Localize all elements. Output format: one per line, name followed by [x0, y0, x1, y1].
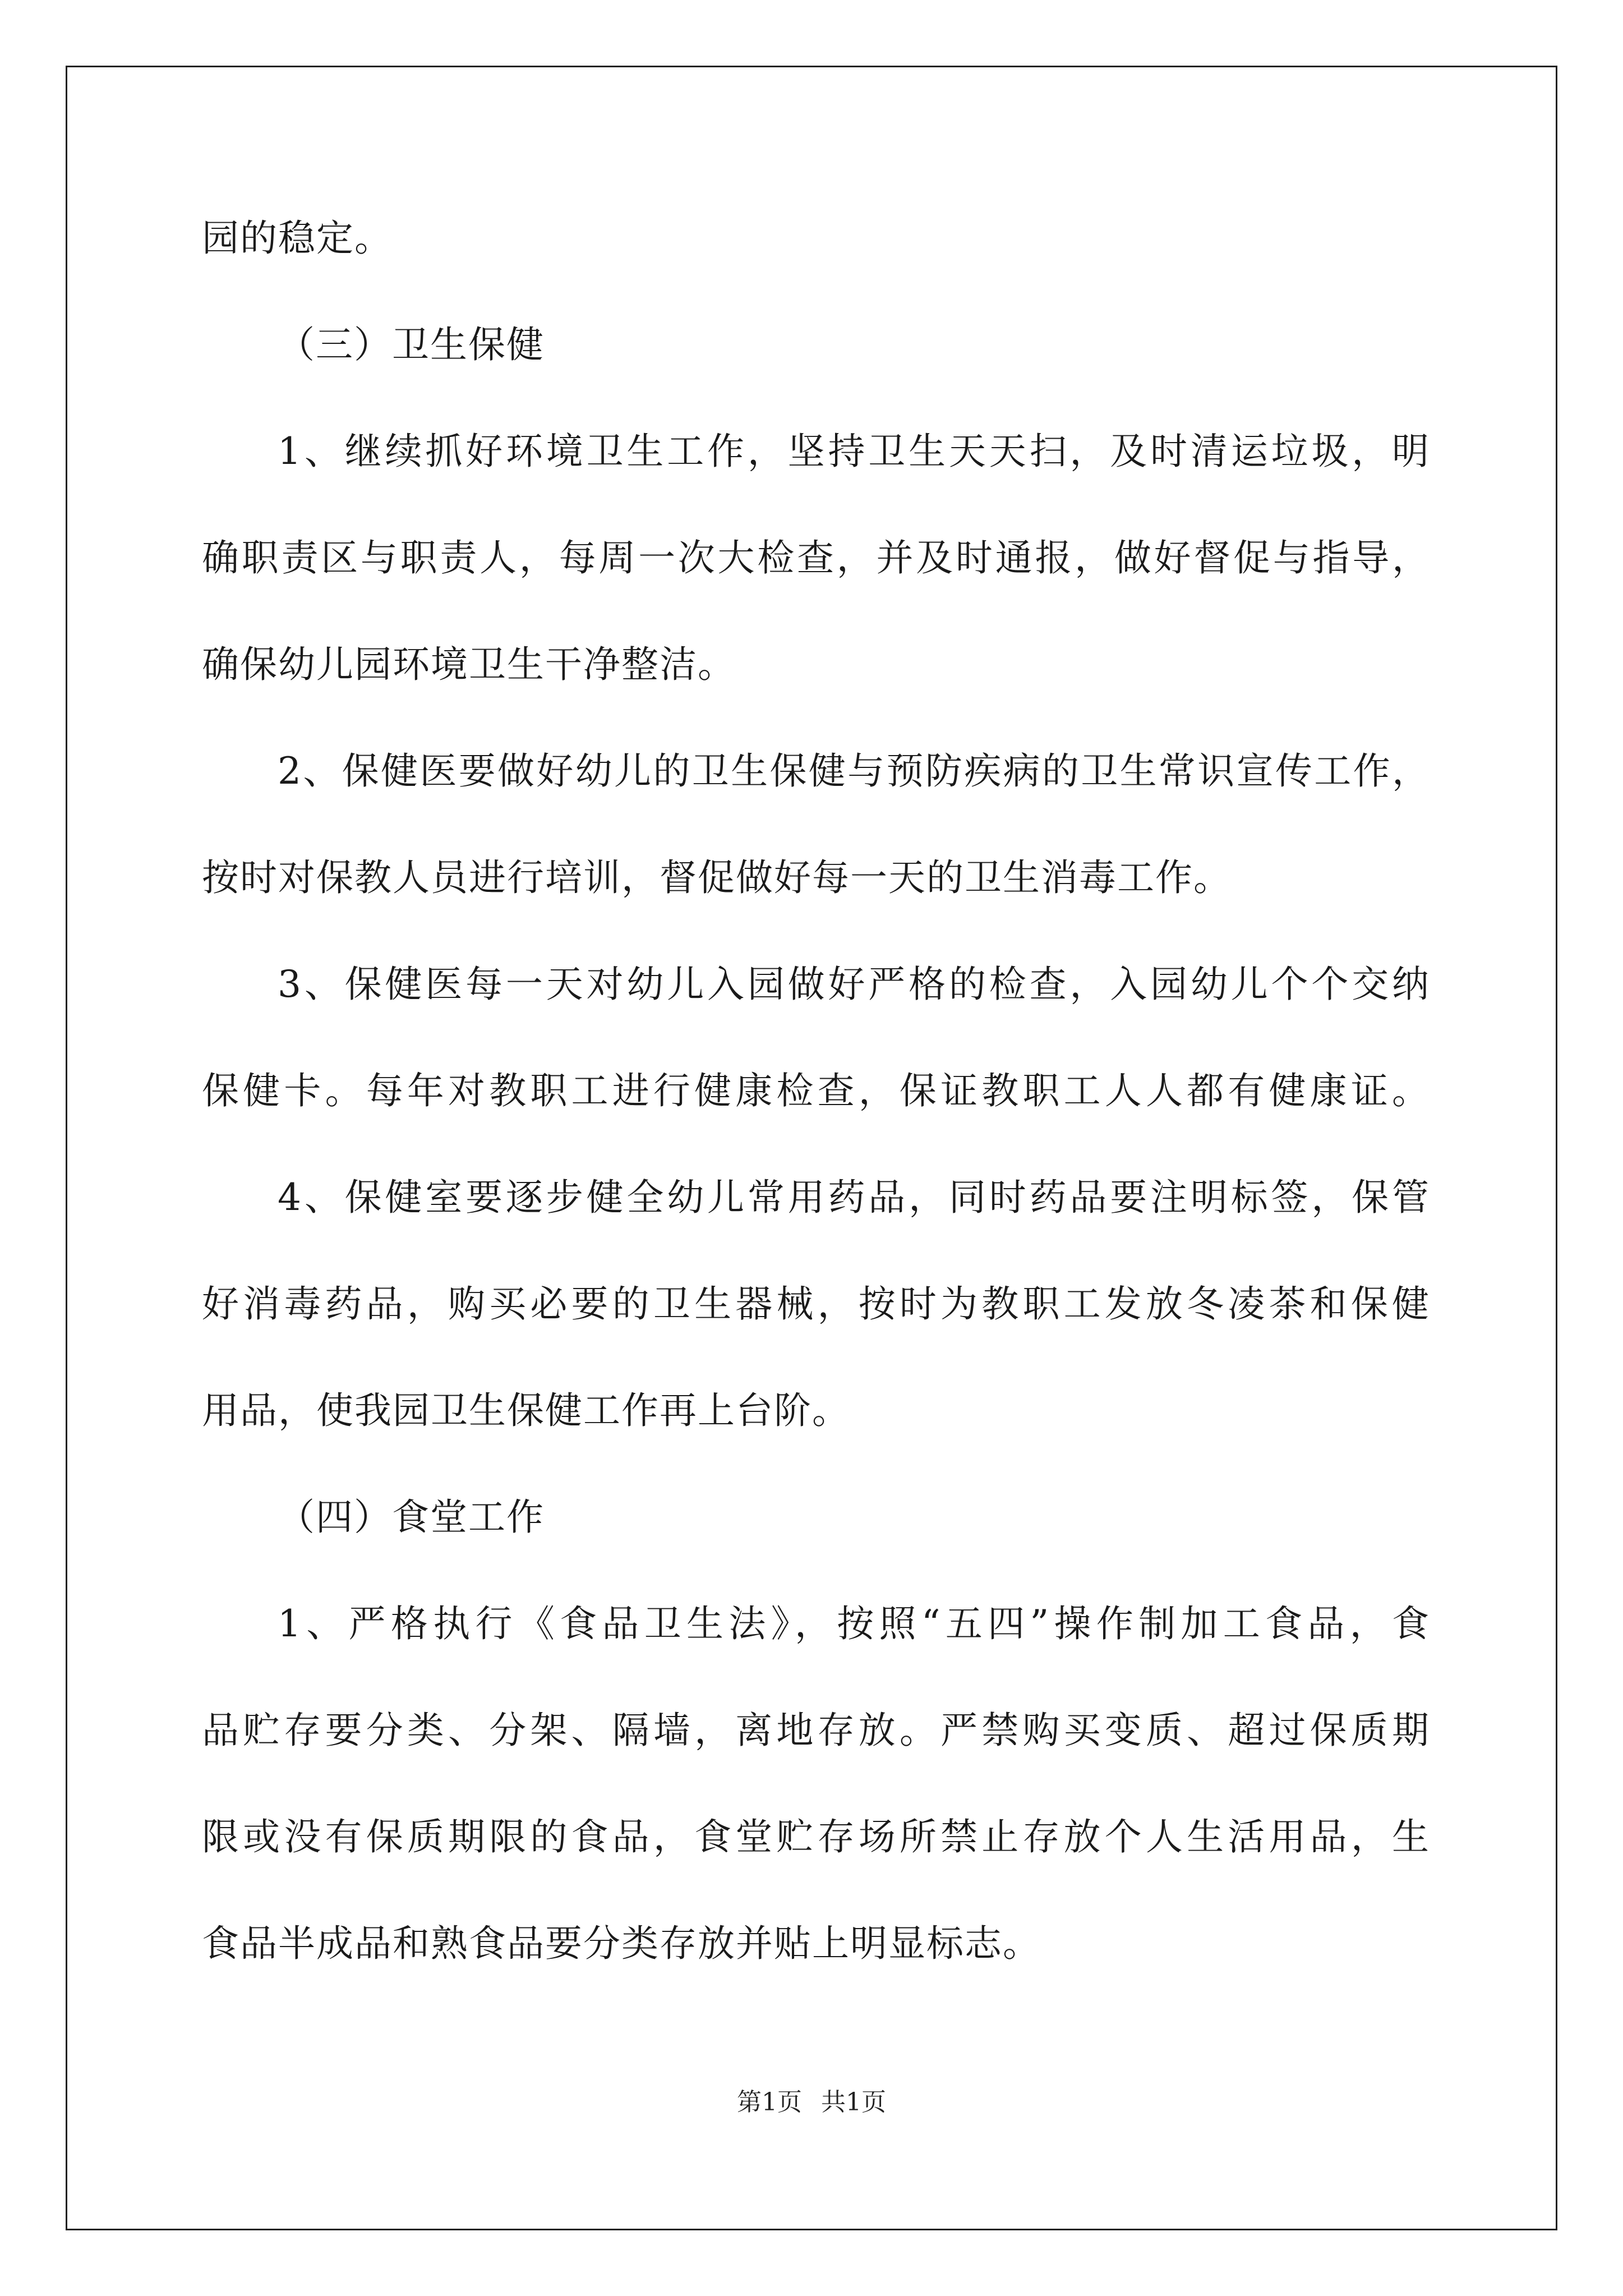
- page-border: [66, 66, 1557, 2230]
- paragraph-line: 园的稳定。: [202, 217, 393, 260]
- paragraph-line: 4、保健室要逐步健全幼儿常用药品，同时药品要注明标签，保管: [278, 1176, 1430, 1219]
- paragraph-line: 3、保健医每一天对幼儿入园做好严格的检查，入园幼儿个个交纳: [278, 963, 1430, 1006]
- paragraph-line: 确保幼儿园环境卫生干净整洁。: [202, 643, 736, 686]
- page-total: 共1页: [821, 2088, 886, 2116]
- paragraph-line: 限或没有保质期限的食品，食堂贮存场所禁止存放个人生活用品，生: [202, 1815, 1430, 1858]
- page-footer: [0, 2086, 1623, 2119]
- paragraph-line: 保健卡。每年对教职工进行健康检查，保证教职工人人都有健康证。: [202, 1069, 1430, 1112]
- paragraph-line: 1、继续抓好环境卫生工作，坚持卫生天天扫，及时清运垃圾，明: [278, 430, 1430, 473]
- paragraph-line: 按时对保教人员进行培训，督促做好每一天的卫生消毒工作。: [202, 856, 1232, 899]
- paragraph-line: 食品半成品和熟食品要分类存放并贴上明显标志。: [202, 1922, 1041, 1965]
- section-heading-canteen: （四）食堂工作: [278, 1496, 545, 1539]
- paragraph-line: 1、严格执行《食品卫生法》，按照“五四”操作制加工食品，食: [278, 1602, 1430, 1645]
- paragraph-line: 用品，使我园卫生保健工作再上台阶。: [202, 1389, 850, 1432]
- paragraph-line: 品贮存要分类、分架、隔墙，离地存放。严禁购买变质、超过保质期: [202, 1709, 1430, 1752]
- page-number: 第1页: [737, 2088, 802, 2116]
- paragraph-line: 2、保健医要做好幼儿的卫生保健与预防疾病的卫生常识宣传工作，: [278, 749, 1430, 793]
- section-heading-hygiene: （三）卫生保健: [278, 323, 545, 366]
- paragraph-line: 好消毒药品，购买必要的卫生器械，按时为教职工发放冬凌茶和保健: [202, 1282, 1430, 1326]
- paragraph-line: 确职责区与职责人，每周一次大检查，并及时通报，做好督促与指导，: [202, 536, 1430, 579]
